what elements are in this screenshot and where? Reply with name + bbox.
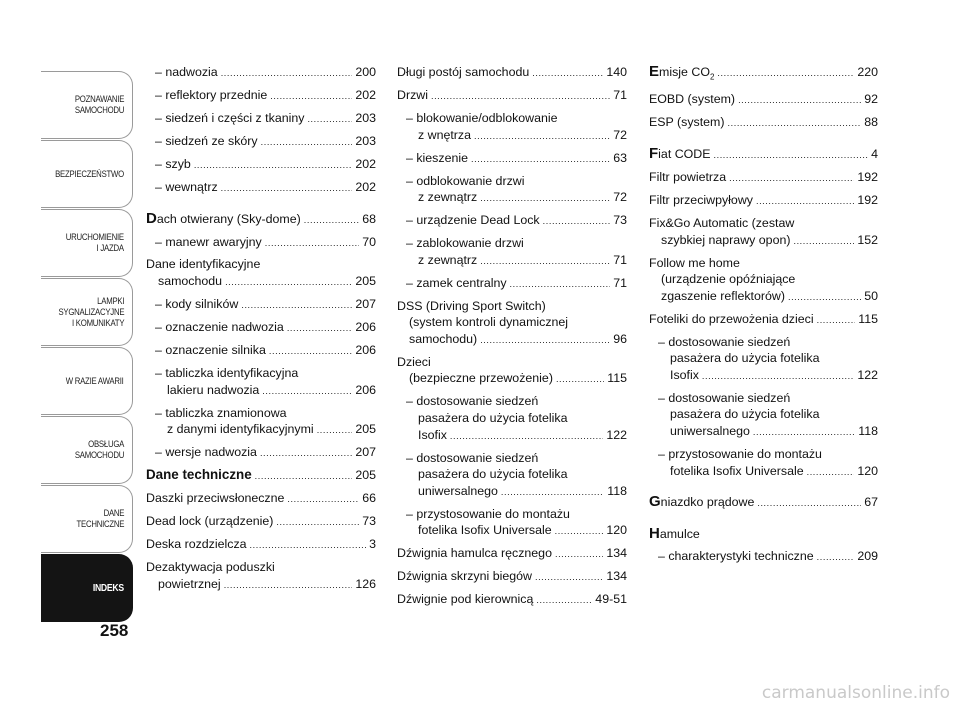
index-entry[interactable]: Dźwignie pod kierownicą ..... 49-51 xyxy=(397,591,627,609)
index-entry[interactable]: Filtr przeciwpyłowy ..... 192 xyxy=(649,192,878,210)
index-entry[interactable]: Follow me home (urządzenie opóźniające zgaszenie reflektorów) ..... 50 xyxy=(649,255,878,306)
index-entry[interactable]: Gniazdko prądowe ..... 67 xyxy=(649,494,878,512)
index-entry[interactable]: – dostosowanie siedzeń pasażera do użycia fotelika Isofix ..... 122 xyxy=(649,334,878,385)
index-entry[interactable]: – odblokowanie drzwi z zewnątrz ..... 72 xyxy=(397,173,627,207)
index-entry[interactable]: – tabliczka znamionowa z danymi identyfikacyjnymi ..... 205 xyxy=(146,405,376,439)
index-entry[interactable]: Drzwi ..... 71 xyxy=(397,87,627,105)
page-number: 258 xyxy=(100,621,129,640)
index-entry[interactable]: – kieszenie ..... 63 xyxy=(397,150,627,168)
index-entry[interactable]: Dane identyfikacyjne samochodu ..... 205 xyxy=(146,256,376,290)
index-entry[interactable]: Dezaktywacja poduszki powietrznej ..... 126 xyxy=(146,559,376,593)
index-entry[interactable]: – charakterystyki techniczne ..... 209 xyxy=(649,548,878,566)
index-entry[interactable]: DSS (Driving Sport Switch) (system kontroli dynamicznej samochodu) ..... 96 xyxy=(397,298,627,349)
watermark: carmanualsonline.info xyxy=(761,683,950,703)
index-entry[interactable]: – przystosowanie do montażu fotelika Isofix Universale ..... 120 xyxy=(397,506,627,540)
index-entry[interactable]: Filtr powietrza ..... 192 xyxy=(649,169,878,187)
index-entry[interactable]: Daszki przeciwsłoneczne ..... 66 xyxy=(146,490,376,508)
index-entry[interactable]: – tabliczka identyfikacyjna lakieru nadwozia ..... 206 xyxy=(146,365,376,399)
tab-label: BEZPIECZEŃSTWO xyxy=(55,168,124,180)
tab-obsluga-samochodu[interactable] xyxy=(41,416,133,484)
index-entry[interactable]: EOBD (system) ..... 92 xyxy=(649,91,878,109)
index-entry[interactable]: – kody silników ..... 207 xyxy=(146,296,376,314)
index-entry[interactable]: – wersje nadwozia ..... 207 xyxy=(146,444,376,462)
tab-label: URUCHOMIENIE I JAZDA xyxy=(65,232,124,254)
tab-label: LAMPKI SYGNALIZACYJNE I KOMUNIKATY xyxy=(58,295,124,329)
tab-dane-techniczne[interactable] xyxy=(41,485,133,553)
index-entry[interactable]: Deska rozdzielcza ..... 3 xyxy=(146,536,376,554)
index-entry[interactable]: – siedzeń ze skóry ..... 203 xyxy=(146,133,376,151)
index-entry[interactable]: – szyb ..... 202 xyxy=(146,156,376,174)
tab-w-razie-awarii[interactable] xyxy=(41,347,133,415)
tab-poznawanie-samochodu[interactable] xyxy=(41,71,133,139)
index-entry[interactable]: – zablokowanie drzwi z zewnątrz ..... 71 xyxy=(397,235,627,269)
index-entry[interactable]: – siedzeń i części z tkaniny ..... 203 xyxy=(146,110,376,128)
index-entry[interactable]: – dostosowanie siedzeń pasażera do użycia fotelika Isofix ..... 122 xyxy=(397,393,627,444)
tab-label: W RAZIE AWARII xyxy=(66,375,124,387)
index-entry[interactable]: – manewr awaryjny ..... 70 xyxy=(146,234,376,252)
index-entry[interactable]: Fix&Go Automatic (zestaw szybkiej naprawy opon) ..... 152 xyxy=(649,215,878,249)
tab-label: POZNAWANIE SAMOCHODU xyxy=(74,94,124,116)
index-entry[interactable]: Dźwignia skrzyni biegów ..... 134 xyxy=(397,568,627,586)
tab-indeks[interactable] xyxy=(41,554,133,622)
index-entry[interactable]: – zamek centralny ..... 71 xyxy=(397,275,627,293)
index-entry[interactable]: Fiat CODE ..... 4 xyxy=(649,146,878,164)
index-entry[interactable]: Długi postój samochodu ..... 140 xyxy=(397,64,627,82)
tab-uruchomienie-i-jazda[interactable] xyxy=(41,209,133,277)
index-entry[interactable]: – dostosowanie siedzeń pasażera do użycia fotelika uniwersalnego ..... 118 xyxy=(649,390,878,441)
index-entry[interactable]: – oznaczenie silnika ..... 206 xyxy=(146,342,376,360)
index-entry[interactable]: Dead lock (urządzenie) ..... 73 xyxy=(146,513,376,531)
index-entry[interactable]: – nadwozia ..... 200 xyxy=(146,64,376,82)
index-column-3 xyxy=(649,64,878,571)
tab-bezpieczenstwo[interactable] xyxy=(41,140,133,208)
index-entry[interactable]: – przystosowanie do montażu fotelika Isofix Universale ..... 120 xyxy=(649,446,878,480)
tab-label: OBSŁUGA SAMOCHODU xyxy=(74,439,124,461)
index-entry[interactable]: Emisje $CO_2$ ..... 220 xyxy=(649,64,878,86)
index-entry[interactable]: – oznaczenie nadwozia ..... 206 xyxy=(146,319,376,337)
index-entry[interactable]: – blokowanie/odblokowanie z wnętrza ..... 72 xyxy=(397,110,627,144)
index-entry[interactable]: Dzieci (bezpieczne przewożenie) ..... 115 xyxy=(397,354,627,388)
index-entry[interactable]: Foteliki do przewożenia dzieci ..... 115 xyxy=(649,311,878,329)
tab-label: INDEKS xyxy=(92,581,124,594)
index-entry[interactable]: – urządzenie Dead Lock ..... 73 xyxy=(397,212,627,230)
chapter-tabs xyxy=(41,71,133,623)
index-entry[interactable]: – dostosowanie siedzeń pasażera do użycia fotelika uniwersalnego ..... 118 xyxy=(397,450,627,501)
tab-lampki-sygnalizacyjne[interactable] xyxy=(41,278,133,346)
index-column-1 xyxy=(146,64,376,599)
index-entry[interactable]: ESP (system) ..... 88 xyxy=(649,114,878,132)
index-entry[interactable]: Dźwignia hamulca ręcznego ..... 134 xyxy=(397,545,627,563)
index-entry[interactable]: – wewnątrz ..... 202 xyxy=(146,179,376,197)
index-column-2 xyxy=(397,64,627,614)
index-entry: Hamulce xyxy=(649,524,700,542)
index-entry[interactable]: Dach otwierany (Sky-dome) ..... 68 xyxy=(146,211,376,229)
index-entry[interactable]: – reflektory przednie ..... 202 xyxy=(146,87,376,105)
index-entry[interactable]: Dane techniczne ..... 205 xyxy=(146,467,376,485)
tab-label: DANE TECHNICZNE xyxy=(76,508,124,530)
